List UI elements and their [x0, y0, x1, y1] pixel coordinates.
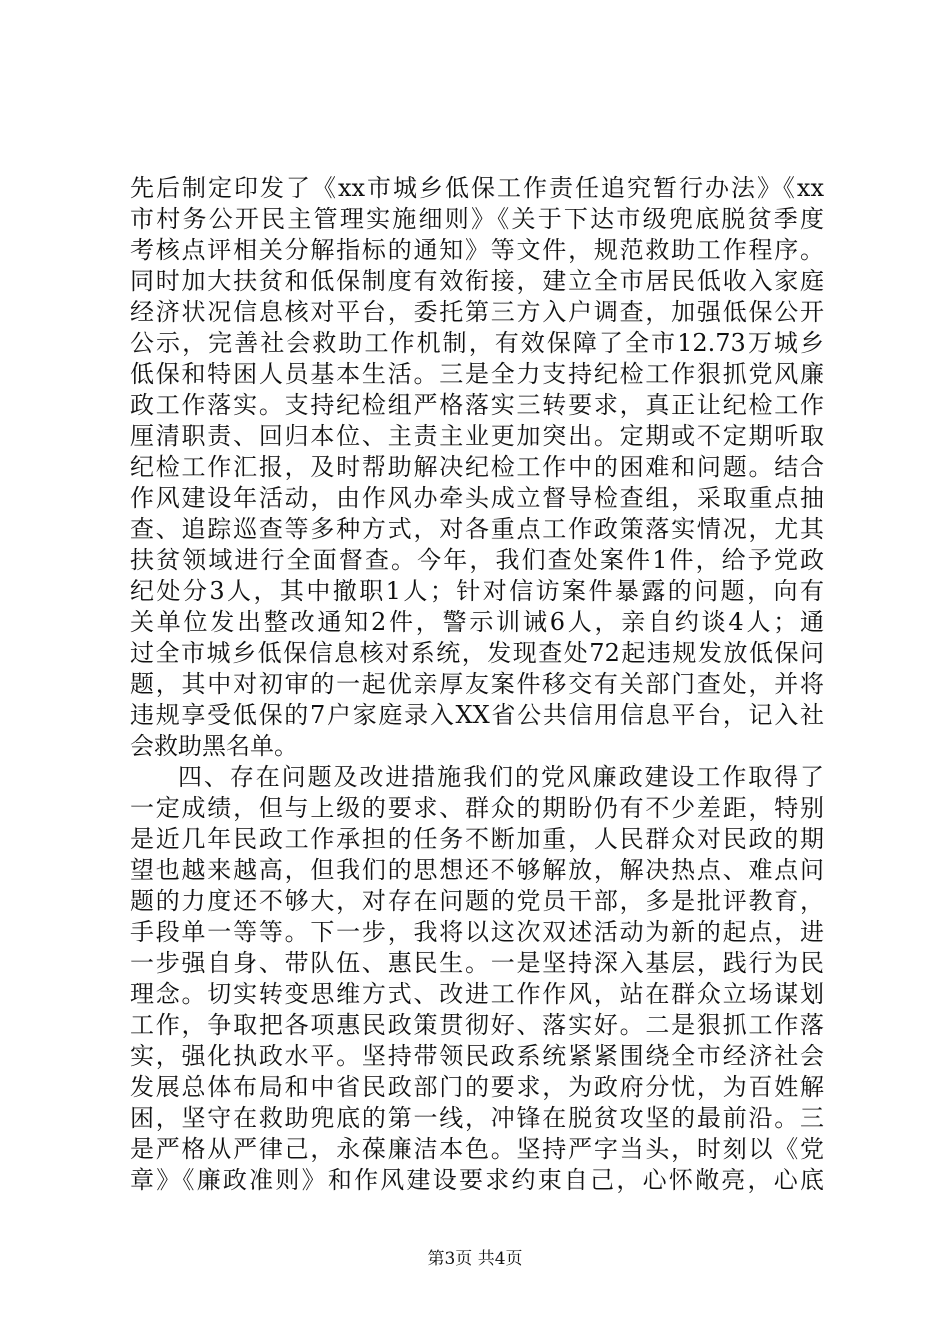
text-line: 题的力度还不够大，对存在问题的党员干部，多是批评教育， — [130, 887, 824, 915]
text-line: 纪检工作汇报，及时帮助解决纪检工作中的困难和问题。结合 — [130, 453, 824, 481]
text-line: 先后制定印发了《xx市城乡低保工作责任追究暂行办法》《xx — [130, 174, 824, 202]
text-line: 政工作落实。支持纪检组严格落实三转要求，真正让纪检工作 — [130, 391, 824, 419]
text-line: 关单位发出整改通知2件，警示训诫6人，亲自约谈4人；通 — [130, 608, 824, 636]
text-line: 章》《廉政准则》和作风建设要求约束自己，心怀敞亮，心底 — [130, 1166, 824, 1194]
text-line: 一定成绩，但与上级的要求、群众的期盼仍有不少差距，特别 — [130, 794, 824, 822]
text-line: 低保和特困人员基本生活。三是全力支持纪检工作狠抓党风廉 — [130, 360, 824, 388]
text-line: 纪处分3人，其中撤职1人；针对信访案件暴露的问题，向有 — [130, 577, 824, 605]
text-line: 过全市城乡低保信息核对系统，发现查处72起违规发放低保问 — [130, 639, 824, 667]
text-line: 作风建设年活动，由作风办牵头成立督导检查组，采取重点抽 — [130, 484, 824, 512]
text-line: 理念。切实转变思维方式、改进工作作风，站在群众立场谋划 — [130, 980, 824, 1008]
text-line: 经济状况信息核对平台，委托第三方入户调查，加强低保公开 — [130, 298, 824, 326]
text-line: 公示，完善社会救助工作机制，有效保障了全市12.73万城乡 — [130, 329, 824, 357]
text-line: 会救助黑名单。 — [130, 732, 298, 760]
text-line: 厘清职责、回归本位、主责主业更加突出。定期或不定期听取 — [130, 422, 824, 450]
paragraph-start-line: 四、存在问题及改进措施我们的党风廉政建设工作取得了 — [178, 763, 824, 791]
text-line: 是近几年民政工作承担的任务不断加重，人民群众对民政的期 — [130, 825, 824, 853]
text-line: 扶贫领域进行全面督查。今年，我们查处案件1件，给予党政 — [130, 546, 824, 574]
body-text — [130, 173, 824, 1196]
text-line: 困，坚守在救助兜底的第一线，冲锋在脱贫攻坚的最前沿。三 — [130, 1104, 824, 1132]
text-line: 实，强化执政水平。坚持带领民政系统紧紧围绕全市经济社会 — [130, 1042, 824, 1070]
text-line: 考核点评相关分解指标的通知》等文件，规范救助工作程序。 — [130, 236, 824, 264]
text-line: 发展总体布局和中省民政部门的要求，为政府分忧，为百姓解 — [130, 1073, 824, 1101]
text-line: 一步强自身、带队伍、惠民生。一是坚持深入基层，践行为民 — [130, 949, 824, 977]
text-line: 违规享受低保的7户家庭录入XX省公共信用信息平台，记入社 — [130, 701, 824, 729]
text-line: 查、追踪巡查等多种方式，对各重点工作政策落实情况，尤其 — [130, 515, 824, 543]
text-line: 题，其中对初审的一起优亲厚友案件移交有关部门查处，并将 — [130, 670, 824, 698]
text-line: 工作，争取把各项惠民政策贯彻好、落实好。二是狠抓工作落 — [130, 1011, 824, 1039]
text-line: 同时加大扶贫和低保制度有效衔接，建立全市居民低收入家庭 — [130, 267, 824, 295]
page-number-footer: 第3页 共4页 — [427, 1249, 523, 1269]
text-line: 市村务公开民主管理实施细则》《关于下达市级兜底脱贫季度 — [130, 205, 824, 233]
text-line: 手段单一等等。下一步，我将以这次双述活动为新的起点，进 — [130, 918, 824, 946]
text-line: 是严格从严律己，永葆廉洁本色。坚持严字当头，时刻以《党 — [130, 1135, 824, 1163]
text-line: 望也越来越高，但我们的思想还不够解放，解决热点、难点问 — [130, 856, 824, 884]
